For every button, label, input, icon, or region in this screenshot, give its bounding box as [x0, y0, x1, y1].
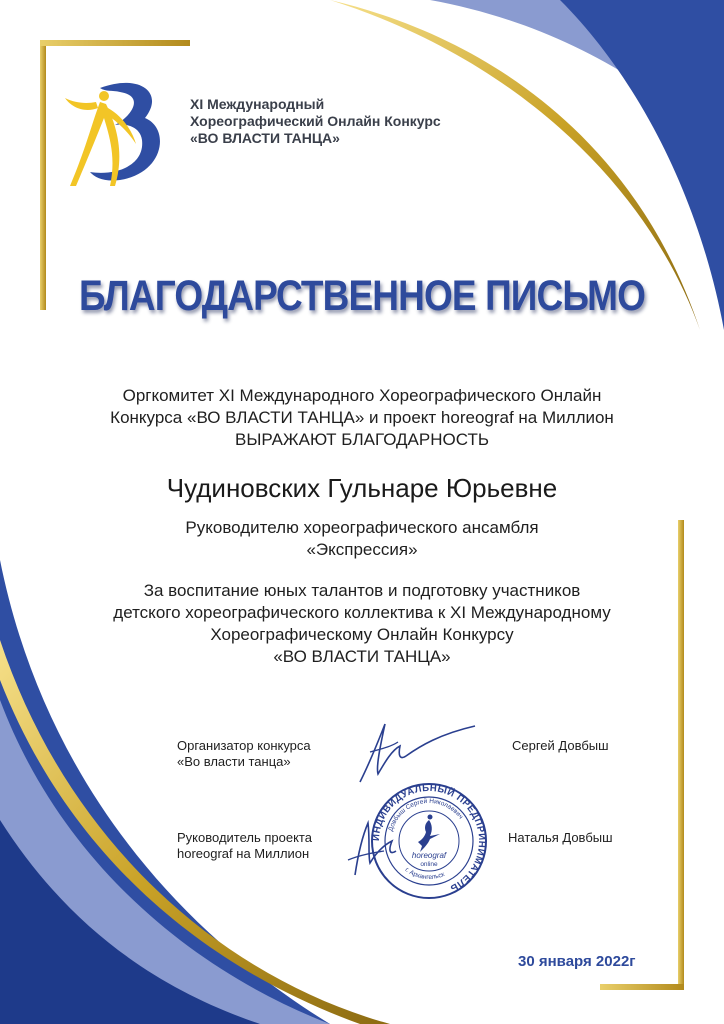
gold-bracket-bottom-right-h: [600, 984, 684, 990]
contest-header: [190, 96, 510, 147]
project-role: [177, 830, 312, 862]
contest-header-line3: «ВО ВЛАСТИ ТАНЦА»: [190, 130, 340, 146]
reason-line2: детского хореографического коллектива к XI Международному: [113, 603, 611, 622]
stamp-brand-line1: horeograf: [411, 851, 447, 860]
intro-line1: Оргкомитет XI Международного Хореографического Онлайн: [122, 386, 602, 405]
recipient-name: Чудиновских Гульнаре Юрьевне: [166, 473, 558, 503]
reason-line1: За воспитание юных талантов и подготовку участников: [143, 581, 581, 600]
stamp-city: г. Архангельск: [403, 866, 446, 882]
intro-line3: ВЫРАЖАЮТ БЛАГОДАРНОСТЬ: [235, 430, 489, 449]
position-line1: Руководителю хореографического ансамбля: [185, 518, 539, 537]
project-head-name: Наталья Довбыш: [508, 830, 613, 845]
document-title: БЛАГОДАРСТВЕННОЕ ПИСЬМО: [78, 272, 646, 320]
organizer-role-line1: Организатор конкурса: [177, 738, 311, 753]
project-role-line1: Руководитель проекта: [177, 830, 312, 845]
issue-date: 30 января 2022г: [518, 953, 636, 970]
stamp-outer-text: ИНДИВИДУАЛЬНЫЙ ПРЕДПРИНИМАТЕЛЬ: [370, 782, 488, 894]
project-role-line2: horeograf на Миллион: [177, 846, 310, 861]
organizer-role: [177, 738, 311, 770]
intro-line2: Конкурса «ВО ВЛАСТИ ТАНЦА» и проект horeograf на Миллион: [110, 408, 614, 427]
contest-header-line1: XI Международный: [190, 96, 325, 112]
contest-header-line2: Хореографический Онлайн Конкурс: [190, 113, 441, 129]
recipient-position: [30, 517, 694, 561]
reason-line4: «ВО ВЛАСТИ ТАНЦА»: [273, 647, 451, 666]
gold-bracket-top-left-v: [40, 40, 46, 310]
reason-text: [30, 580, 694, 668]
gold-bracket-top-left-h: [40, 40, 190, 46]
official-stamp-icon: [370, 782, 488, 900]
organizer-signature-icon: [340, 712, 480, 792]
intro-text: [30, 385, 694, 451]
reason-line3: Хореографическому Онлайн Конкурсу: [210, 625, 514, 644]
organizer-role-line2: «Во власти танца»: [177, 754, 291, 769]
stamp-inner-text: Довбыш Сергей Николаевич: [387, 797, 465, 833]
stamp-brand-line2: online: [420, 861, 438, 868]
position-line2: «Экспрессия»: [306, 540, 418, 559]
contest-logo-icon: [60, 68, 170, 193]
svg-text:г. Архангельск: [404, 866, 446, 881]
organizer-name: Сергей Довбыш: [512, 738, 609, 753]
